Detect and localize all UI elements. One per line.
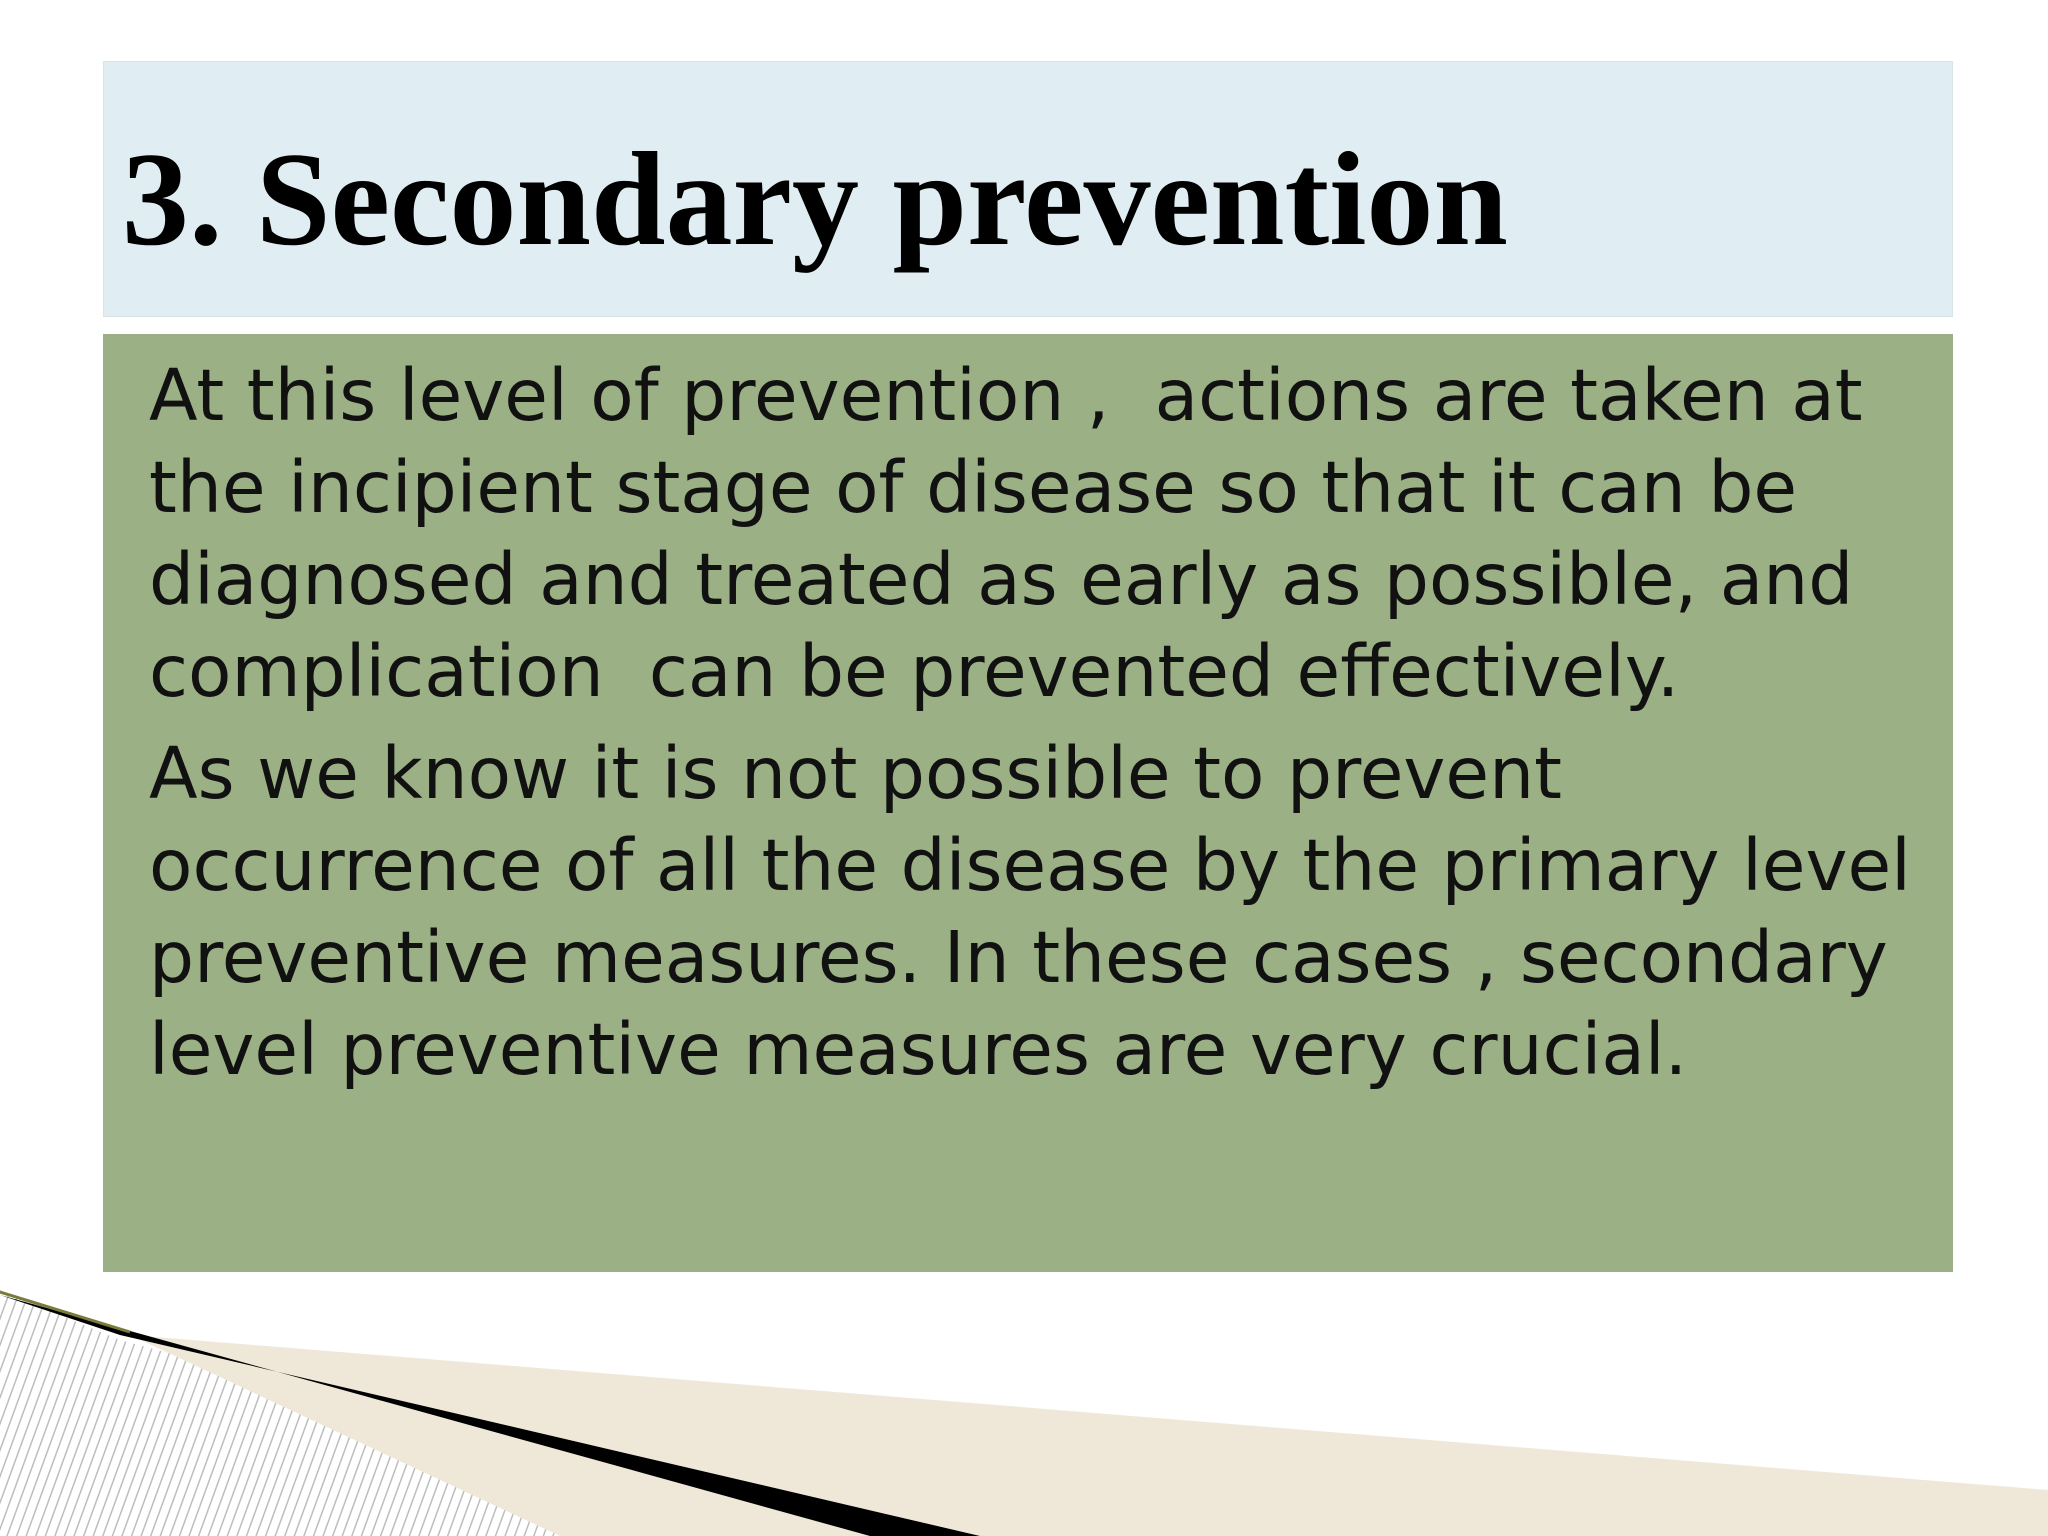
paragraph-secondary-measures: As we know it is not possible to prevent occurrence of all the disease by the primary level preventive measures. In these cases , secondary level preventive measures are very crucial. — [149, 732, 1934, 1091]
title-box — [103, 61, 1953, 317]
paragraph-incipient-stage: At this level of prevention , actions are taken at the incipient stage of disease so that it can be diagnosed and treated as early as possible, and complication can be prevented effectively. — [149, 354, 1886, 713]
content-box — [103, 334, 1953, 1272]
slide-title: 3. Secondary prevention — [122, 125, 1508, 273]
decorative-ribbon — [0, 1290, 2048, 1536]
